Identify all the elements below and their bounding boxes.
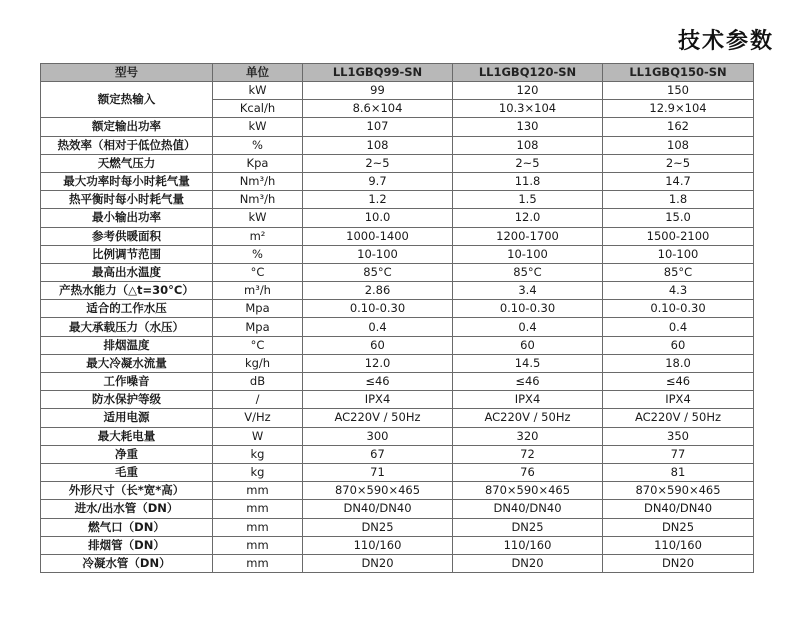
row-unit: Mpa — [213, 300, 303, 318]
row-value: DN20 — [603, 554, 754, 572]
table-row — [41, 518, 754, 536]
row-value: IPX4 — [603, 391, 754, 409]
row-value: 10-100 — [603, 245, 754, 263]
row-name: 排烟温度 — [41, 336, 213, 354]
row-value: DN40/DN40 — [603, 500, 754, 518]
row-value: 0.4 — [453, 318, 603, 336]
row-value: 108 — [453, 136, 603, 154]
table-row — [41, 318, 754, 336]
row-value: 60 — [303, 336, 453, 354]
row-value: 8.6×104 — [303, 100, 453, 118]
row-name: 最大耗电量 — [41, 427, 213, 445]
spec-table — [40, 63, 754, 573]
row-value: 1.2 — [303, 191, 453, 209]
table-row — [41, 282, 754, 300]
row-unit: Nm³/h — [213, 191, 303, 209]
row-unit: mm — [213, 482, 303, 500]
table-row — [41, 136, 754, 154]
row-unit: m² — [213, 227, 303, 245]
row-name: 比例调节范围 — [41, 245, 213, 263]
header-model: 型号 — [41, 64, 213, 82]
row-value: 4.3 — [603, 282, 754, 300]
table-row — [41, 245, 754, 263]
row-value: 72 — [453, 445, 603, 463]
row-value: 12.0 — [303, 354, 453, 372]
row-value: ≤46 — [603, 373, 754, 391]
row-value: 10.0 — [303, 209, 453, 227]
row-value: 130 — [453, 118, 603, 136]
table-header-row — [41, 64, 754, 82]
row-value: 110/160 — [303, 536, 453, 554]
row-value: 85°C — [603, 263, 754, 281]
row-value: 1200-1700 — [453, 227, 603, 245]
row-value: 870×590×465 — [603, 482, 754, 500]
table-row — [41, 300, 754, 318]
row-unit: % — [213, 245, 303, 263]
table-row — [41, 172, 754, 190]
row-name: 冷凝水管（DN） — [41, 554, 213, 572]
row-name: 外形尺寸（长*宽*高） — [41, 482, 213, 500]
row-name: 最大功率时每小时耗气量 — [41, 172, 213, 190]
row-value: 11.8 — [453, 172, 603, 190]
row-value: AC220V / 50Hz — [453, 409, 603, 427]
row-value: 150 — [603, 82, 754, 100]
row-unit: kg — [213, 463, 303, 481]
table-row — [41, 82, 754, 100]
table-row — [41, 118, 754, 136]
row-value: 870×590×465 — [303, 482, 453, 500]
table-row — [41, 482, 754, 500]
row-unit: V/Hz — [213, 409, 303, 427]
table-row — [41, 209, 754, 227]
row-value: 77 — [603, 445, 754, 463]
row-value: 110/160 — [603, 536, 754, 554]
row-name: 排烟管（DN） — [41, 536, 213, 554]
row-value: 10-100 — [303, 245, 453, 263]
row-name: 额定输出功率 — [41, 118, 213, 136]
table-row — [41, 336, 754, 354]
row-name: 毛重 — [41, 463, 213, 481]
row-value: 2~5 — [453, 154, 603, 172]
row-unit: % — [213, 136, 303, 154]
row-value: 2~5 — [603, 154, 754, 172]
row-name: 进水/出水管（DN） — [41, 500, 213, 518]
table-row — [41, 154, 754, 172]
row-unit: Mpa — [213, 318, 303, 336]
row-name: 天燃气压力 — [41, 154, 213, 172]
row-value: 162 — [603, 118, 754, 136]
row-value: 14.5 — [453, 354, 603, 372]
row-value: 0.4 — [303, 318, 453, 336]
row-unit: kW — [213, 82, 303, 100]
row-value: 10-100 — [453, 245, 603, 263]
row-value: 350 — [603, 427, 754, 445]
table-row — [41, 263, 754, 281]
header-unit: 单位 — [213, 64, 303, 82]
row-value: DN20 — [453, 554, 603, 572]
row-unit: kW — [213, 209, 303, 227]
header-model-120: LL1GBQ120-SN — [453, 64, 603, 82]
row-unit: / — [213, 391, 303, 409]
table-row — [41, 227, 754, 245]
row-value: AC220V / 50Hz — [603, 409, 754, 427]
row-unit: mm — [213, 500, 303, 518]
row-value: 99 — [303, 82, 453, 100]
row-value: 15.0 — [603, 209, 754, 227]
row-value: 120 — [453, 82, 603, 100]
table-row — [41, 373, 754, 391]
row-value: DN40/DN40 — [303, 500, 453, 518]
row-unit: Kcal/h — [213, 100, 303, 118]
row-name: 最小输出功率 — [41, 209, 213, 227]
row-value: 300 — [303, 427, 453, 445]
row-value: 67 — [303, 445, 453, 463]
row-unit: Kpa — [213, 154, 303, 172]
page-title: 技术参数 — [677, 29, 774, 54]
row-name: 热效率（相对于低位热值） — [41, 136, 213, 154]
table-row — [41, 409, 754, 427]
table-row — [41, 554, 754, 572]
row-value: 108 — [603, 136, 754, 154]
row-name: 防水保护等级 — [41, 391, 213, 409]
table-row — [41, 536, 754, 554]
row-value: 3.4 — [453, 282, 603, 300]
table-row — [41, 191, 754, 209]
row-name: 燃气口（DN） — [41, 518, 213, 536]
row-name: 最大冷凝水流量 — [41, 354, 213, 372]
row-value: ≤46 — [453, 373, 603, 391]
row-name: 最高出水温度 — [41, 263, 213, 281]
row-value: 14.7 — [603, 172, 754, 190]
table-row — [41, 391, 754, 409]
row-name: 适用电源 — [41, 409, 213, 427]
row-unit: °C — [213, 263, 303, 281]
row-unit: °C — [213, 336, 303, 354]
row-unit: mm — [213, 554, 303, 572]
table-row — [41, 463, 754, 481]
row-unit: m³/h — [213, 282, 303, 300]
row-value: 1.5 — [453, 191, 603, 209]
row-value: AC220V / 50Hz — [303, 409, 453, 427]
row-value: 71 — [303, 463, 453, 481]
header-model-99: LL1GBQ99-SN — [303, 64, 453, 82]
table-row — [41, 354, 754, 372]
row-value: DN25 — [603, 518, 754, 536]
row-value: DN20 — [303, 554, 453, 572]
row-name: 适合的工作水压 — [41, 300, 213, 318]
row-name: 净重 — [41, 445, 213, 463]
row-name: 参考供暖面积 — [41, 227, 213, 245]
row-value: 108 — [303, 136, 453, 154]
row-name: 产热水能力（△t=30°C） — [41, 282, 213, 300]
row-unit: kg — [213, 445, 303, 463]
row-value: 1500-2100 — [603, 227, 754, 245]
row-value: 10.3×104 — [453, 100, 603, 118]
header-model-150: LL1GBQ150-SN — [603, 64, 754, 82]
row-value: ≤46 — [303, 373, 453, 391]
row-name: 热平衡时每小时耗气量 — [41, 191, 213, 209]
table-row — [41, 445, 754, 463]
row-value: 0.10-0.30 — [453, 300, 603, 318]
row-value: 0.4 — [603, 318, 754, 336]
row-unit: mm — [213, 518, 303, 536]
row-value: DN25 — [303, 518, 453, 536]
row-unit: kg/h — [213, 354, 303, 372]
row-value: 85°C — [453, 263, 603, 281]
row-unit: mm — [213, 536, 303, 554]
row-value: 2.86 — [303, 282, 453, 300]
row-value: 85°C — [303, 263, 453, 281]
row-value: 9.7 — [303, 172, 453, 190]
row-value: 2~5 — [303, 154, 453, 172]
row-unit: kW — [213, 118, 303, 136]
row-value: 76 — [453, 463, 603, 481]
row-name: 最大承载压力（水压） — [41, 318, 213, 336]
table-row — [41, 500, 754, 518]
row-value: DN25 — [453, 518, 603, 536]
row-value: 320 — [453, 427, 603, 445]
row-value: IPX4 — [453, 391, 603, 409]
row-name: 额定热输入 — [41, 82, 213, 118]
row-value: 1000-1400 — [303, 227, 453, 245]
row-value: DN40/DN40 — [453, 500, 603, 518]
row-unit: dB — [213, 373, 303, 391]
row-value: 870×590×465 — [453, 482, 603, 500]
row-value: 12.9×104 — [603, 100, 754, 118]
row-unit: Nm³/h — [213, 172, 303, 190]
table-row — [41, 427, 754, 445]
row-name: 工作噪音 — [41, 373, 213, 391]
row-value: 81 — [603, 463, 754, 481]
row-value: 107 — [303, 118, 453, 136]
row-value: 110/160 — [453, 536, 603, 554]
row-value: 60 — [453, 336, 603, 354]
row-value: 18.0 — [603, 354, 754, 372]
row-value: 12.0 — [453, 209, 603, 227]
row-value: 60 — [603, 336, 754, 354]
row-value: IPX4 — [303, 391, 453, 409]
row-value: 0.10-0.30 — [303, 300, 453, 318]
row-value: 1.8 — [603, 191, 754, 209]
row-value: 0.10-0.30 — [603, 300, 754, 318]
row-unit: W — [213, 427, 303, 445]
